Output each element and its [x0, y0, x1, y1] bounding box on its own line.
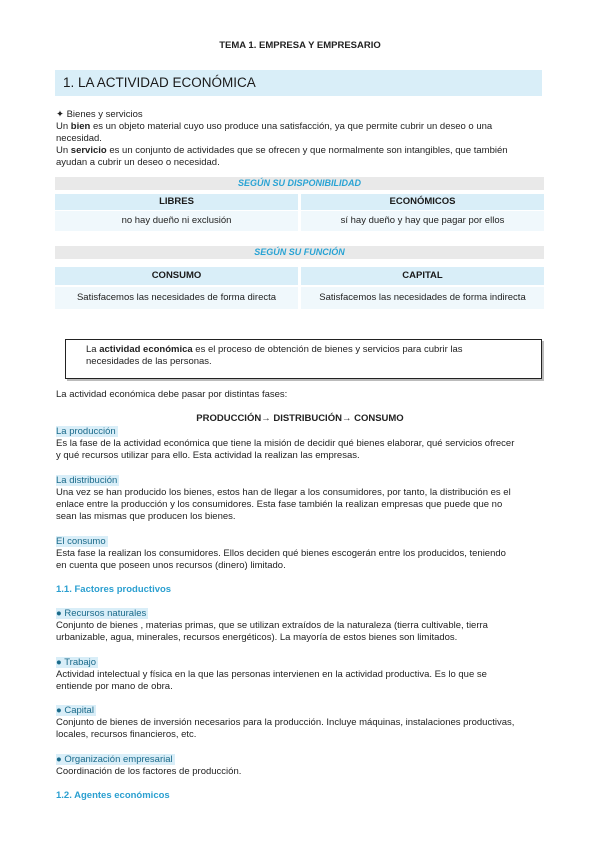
- organizacion-heading: ● Organización empresarial: [56, 754, 173, 765]
- funcion-cell-capital: Satisfacemos las necesidades de forma indirecta: [301, 287, 544, 309]
- bien-definition: [56, 121, 542, 133]
- funcion-table-heading: SEGÚN SU FUNCIÓN: [55, 246, 544, 259]
- factores-heading: 1.1. Factores productivos: [56, 584, 172, 595]
- callout-pre: La: [86, 344, 100, 355]
- consumo-line-1: Esta fase la realizan los consumidores. Ellos deciden qué bienes escogerán entre los producidos, teniendo: [56, 548, 506, 559]
- trabajo-line-2: entiende por mano de obra.: [56, 681, 173, 692]
- actividad-economica-callout: [65, 339, 542, 379]
- recursos-line-1: Conjunto de bienes , materias primas, que se utilizan extraídos de la naturaleza (tierra cultivable, tierra: [56, 620, 488, 631]
- section-banner: [55, 70, 542, 96]
- servicio-definition-cont: ayudan a cubrir un deseo o necesidad.: [56, 157, 220, 168]
- distribucion-line-2: enlace entre la producción y los consumidores. Esta fase también la realizan empresas que puede que no: [56, 499, 503, 510]
- organizacion-line-1: Coordinación de los factores de producción.: [56, 766, 242, 777]
- capital-heading-row: [56, 705, 542, 717]
- distribucion-heading-row: [56, 475, 542, 487]
- agentes-heading: 1.2. Agentes económicos: [56, 790, 170, 801]
- capital-heading: ● Capital: [56, 705, 94, 716]
- servicio-definition: [56, 145, 542, 157]
- bienes-heading: ✦ Bienes y servicios: [56, 109, 143, 120]
- consumo-heading: El consumo: [56, 536, 106, 547]
- servicio-rest: es un conjunto de actividades que se ofrecen y que normalmente son intangibles, que también: [106, 145, 508, 156]
- produccion-heading: La producción: [56, 426, 116, 437]
- fases-line: PRODUCCIÓN→ DISTRIBUCIÓN→ CONSUMO: [196, 413, 404, 424]
- consumo-line-2: en cuenta que poseen unos recursos (dinero) limitado.: [56, 560, 286, 571]
- trabajo-heading: ● Trabajo: [56, 657, 97, 668]
- recursos-heading-row: [56, 608, 542, 620]
- distribucion-heading: La distribución: [56, 475, 118, 486]
- disponibilidad-cell-economicos: sí hay dueño y hay que pagar por ellos: [301, 211, 544, 231]
- organizacion-heading-row: [56, 754, 542, 766]
- distribucion-line-1: Una vez se han producido los bienes, estos han de llegar a los consumidores, por tanto, la distribución es el: [56, 487, 511, 498]
- trabajo-line-1: Actividad intelectual y física en la que las personas intervienen en la actividad productiva. Es lo que se: [56, 669, 487, 680]
- funcion-cell-consumo: Satisfacemos las necesidades de forma directa: [55, 287, 298, 309]
- servicio-pre: Un: [56, 145, 71, 156]
- distribucion-line-3: sean las mismas que producen los bienes.: [56, 511, 236, 522]
- disponibilidad-col-libres: LIBRES: [55, 194, 298, 210]
- funcion-col-consumo: CONSUMO: [55, 267, 298, 285]
- callout-rest: es el proceso de obtención de bienes y servicios para cubrir las: [192, 344, 463, 355]
- bien-definition-cont: necesidad.: [56, 133, 102, 144]
- callout-term: actividad económica: [99, 344, 193, 355]
- produccion-line-2: y qué recursos utilizar para ello. Esta actividad la realizan las empresas.: [56, 450, 360, 461]
- callout-rest-2: necesidades de las personas.: [86, 356, 212, 367]
- capital-line-1: Conjunto de bienes de inversión necesarios para la producción. Incluye máquinas, instalaciones productivas,: [56, 717, 515, 728]
- section-title: 1. LA ACTIVIDAD ECONÓMICA: [63, 75, 256, 90]
- bien-rest: es un objeto material cuyo uso produce una satisfacción, ya que permite cubrir un deseo o una: [90, 121, 493, 132]
- recursos-heading: ● Recursos naturales: [56, 608, 147, 619]
- bien-pre: Un: [56, 121, 71, 132]
- disponibilidad-col-economicos: ECONÓMICOS: [301, 194, 544, 210]
- callout-line-1: [86, 344, 526, 368]
- funcion-col-capital: CAPITAL: [301, 267, 544, 285]
- servicio-term: servicio: [70, 145, 107, 156]
- disponibilidad-cell-libres: no hay dueño ni exclusión: [55, 211, 298, 231]
- bien-term: bien: [70, 121, 91, 132]
- produccion-line-1: Es la fase de la actividad económica que tiene la misión de decidir qué bienes elaborar, qué servicios ofrecer: [56, 438, 515, 449]
- produccion-heading-row: [56, 426, 542, 438]
- capital-line-2: locales, recursos financieros, etc.: [56, 729, 197, 740]
- consumo-heading-row: [56, 536, 542, 548]
- trabajo-heading-row: [56, 657, 542, 669]
- fases-intro: La actividad económica debe pasar por distintas fases:: [56, 389, 288, 400]
- disponibilidad-table-heading: SEGÚN SU DISPONIBILIDAD: [55, 177, 544, 190]
- document-title: TEMA 1. EMPRESA Y EMPRESARIO: [219, 40, 381, 51]
- recursos-line-2: urbanizable, agua, minerales, recursos energéticos). La mayoría de estos bienes son limitados.: [56, 632, 458, 643]
